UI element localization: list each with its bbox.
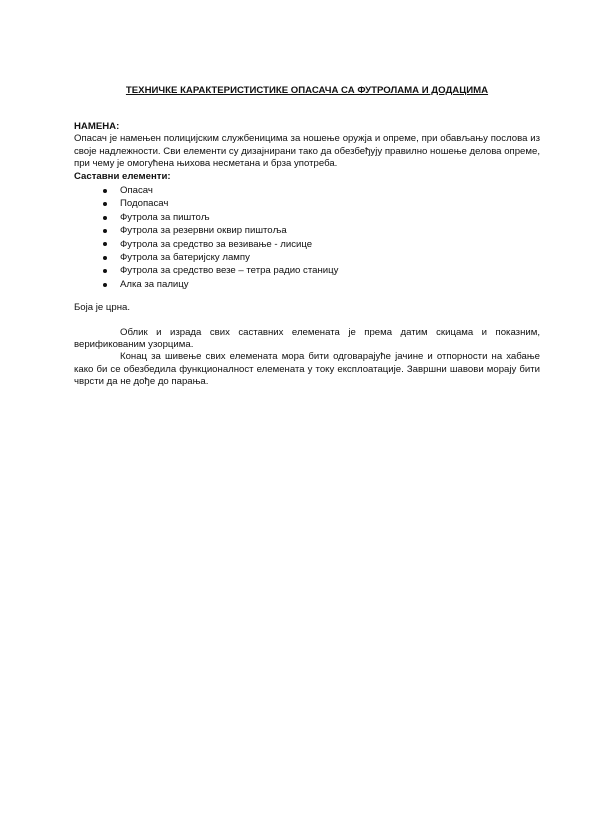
document-title: ТЕХНИЧКЕ КАРАКТЕРИСТИСТИКЕ ОПАСАЧА СА ФУТРОЛАМА И ДОДАЦИМА	[125, 85, 489, 96]
bullet-icon	[103, 256, 107, 260]
list-item-label: Подопасач	[120, 198, 169, 210]
list-item	[74, 251, 540, 264]
list-item	[74, 238, 540, 251]
list-item-label: Футрола за резервни оквир пиштоља	[120, 225, 287, 237]
bullet-icon	[103, 269, 107, 273]
components-heading: Саставни елементи:	[74, 170, 171, 182]
shape-paragraph: Облик и израда свих саставних елемената је према датим скицама и показним, верификованим узорцима.	[74, 326, 540, 350]
bullet-icon	[103, 283, 107, 287]
list-item-label: Футрола за пиштољ	[120, 211, 210, 223]
bullet-icon	[103, 242, 107, 246]
list-item	[74, 197, 540, 210]
list-item	[74, 184, 540, 197]
bullet-icon	[103, 189, 107, 193]
list-item-label: Футрола за средство везе – тетра радио станицу	[120, 265, 339, 277]
list-item	[74, 211, 540, 224]
list-item	[74, 224, 540, 237]
list-item-label: Опасач	[120, 185, 153, 197]
purpose-paragraph: Опасач је намењен полицијским службеницима за ношење оружја и опреме, при обављању послова из своје надлежности. Сви елементи су дизајнирани тако да обезбеђују правилно ношење делова опреме, при чему је омогућена њихова несметана и брза употреба.	[74, 133, 540, 170]
purpose-heading: НАМЕНА:	[74, 121, 120, 132]
list-item-label: Футрола за средство за везивање - лисице	[120, 238, 313, 250]
bullet-icon	[103, 216, 107, 220]
bullet-icon	[103, 229, 107, 233]
document-body	[74, 121, 540, 389]
bullet-icon	[103, 202, 107, 206]
list-item-label: Алка за палицу	[120, 278, 189, 290]
list-item	[74, 264, 540, 277]
components-list	[74, 184, 540, 291]
color-paragraph: Боја је црна.	[74, 302, 131, 314]
list-item	[74, 278, 540, 291]
list-item-label: Футрола за батеријску лампу	[120, 251, 250, 263]
thread-paragraph: Конац за шивење свих елемената мора бити одговарајуће јачине и отпорности на хабање како би се обезбедила функционалност елемената у току експлоатације. Завршни шавови морају бити чврсти да не дође до парања.	[74, 351, 540, 388]
